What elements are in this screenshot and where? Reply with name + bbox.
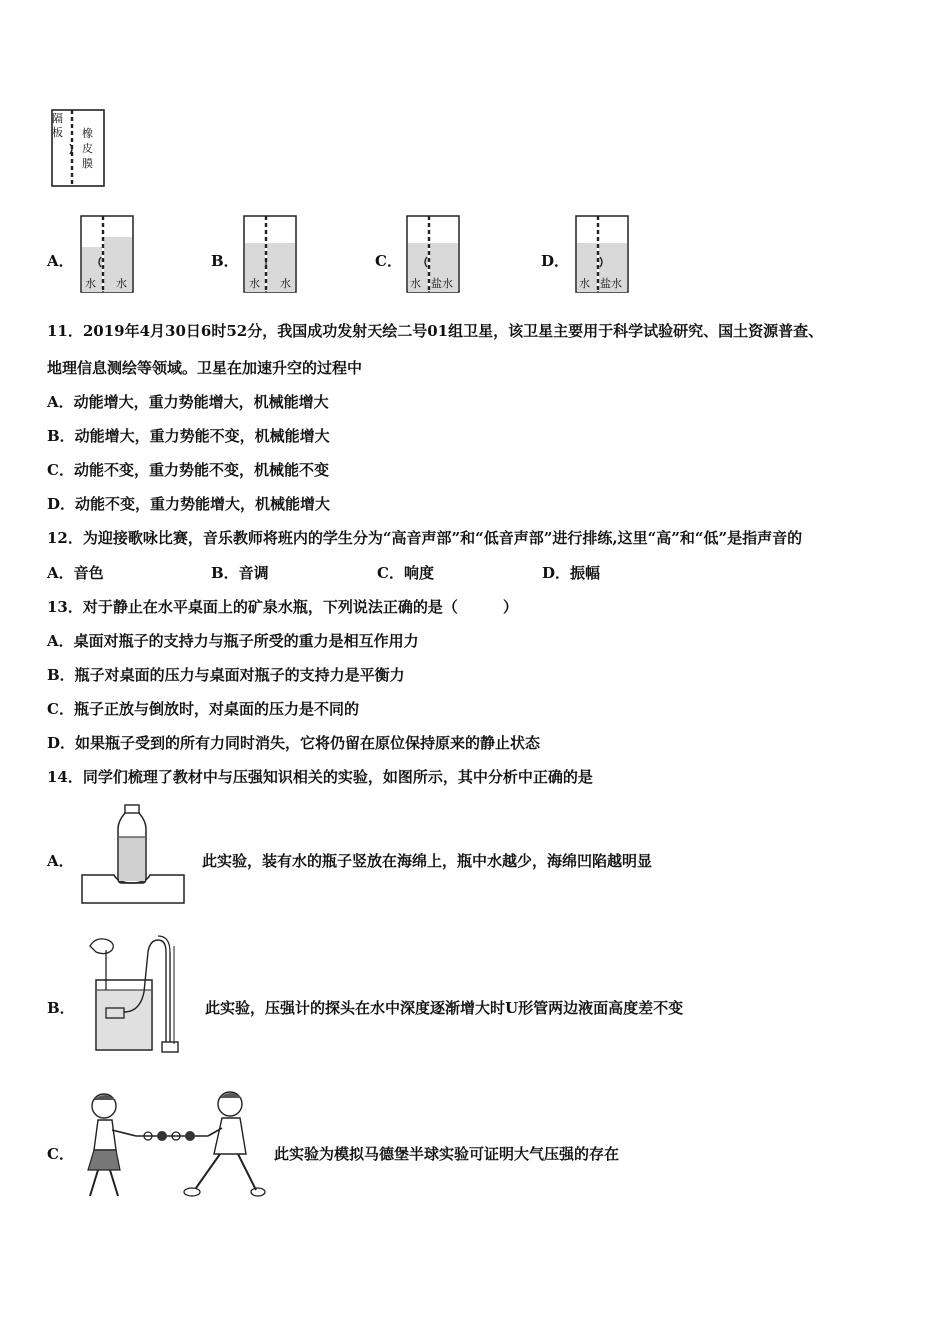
q10-a-right-liquid: 水 [116,277,127,290]
q12-option-a[interactable]: A．音色 [47,564,104,582]
q11-option-d[interactable]: D．动能不变，重力势能增大，机械能增大 [47,495,331,513]
q12-option-b[interactable]: B．音调 [211,564,269,582]
q10-c-right-liquid: 盐水 [431,277,453,290]
q10-d-left-liquid: 水 [579,277,590,290]
q14-option-b-text[interactable]: 此实验，压强计的探头在水中深度逐渐增大时U形管两边液面高度差不变 [205,999,684,1017]
q13-option-a[interactable]: A．桌面对瓶子的支持力与瓶子所受的重力是相互作用力 [47,632,419,650]
bottle-on-sponge-figure [82,803,186,905]
q10-option-c-label[interactable]: C． [375,252,402,270]
q13-option-d[interactable]: D．如果瓶子受到的所有力同时消失，它将仍留在原位保持原来的静止状态 [47,734,541,752]
q10-b-right-liquid: 水 [280,277,291,290]
q10-option-a-label[interactable]: A． [47,252,74,270]
q13-stem: 13．对于静止在水平桌面上的矿泉水瓶，下列说法正确的是（ ） [47,598,518,616]
q10-a-left-liquid: 水 [85,277,96,290]
partition-label: 隔板 [52,112,63,139]
pressure-gauge-figure [78,932,188,1057]
q10-option-b-label[interactable]: B． [211,252,239,270]
membrane-label: 橡皮膜 [82,127,93,170]
q11-stem-line2: 地理信息测绘等领域。卫星在加速升空的过程中 [47,359,363,377]
q12-option-d[interactable]: D．振幅 [542,564,601,582]
q13-option-c[interactable]: C．瓶子正放与倒放时，对桌面的压力是不同的 [47,700,359,718]
q14-option-a-label[interactable]: A． [47,852,74,870]
q14-option-c-label[interactable]: C． [47,1145,74,1163]
q10-b-left-liquid: 水 [249,277,260,290]
magdeburg-hemispheres-figure [80,1088,265,1206]
q12-stem: 12．为迎接歌咏比赛，音乐教师将班内的学生分为“高音声部”和“低音声部”进行排练,这里“高”和“低”是指声音的 [47,529,803,547]
q10-option-d-label[interactable]: D． [541,252,570,270]
q12-option-c[interactable]: C．响度 [377,564,434,582]
q11-stem-line1: 11．2019年4月30日6时52分，我国成功发射天绘二号01组卫星，该卫星主要用于科学试验研究、国土资源普查、 [47,322,824,340]
q10-c-left-liquid: 水 [410,277,421,290]
q10-d-right-liquid: 盐水 [600,277,622,290]
q11-option-b[interactable]: B．动能增大，重力势能不变，机械能增大 [47,427,330,445]
q11-option-a[interactable]: A．动能增大，重力势能增大，机械能增大 [47,393,329,411]
q13-option-b[interactable]: B．瓶子对桌面的压力与桌面对瓶子的支持力是平衡力 [47,666,405,684]
q11-option-c[interactable]: C．动能不变，重力势能不变，机械能不变 [47,461,329,479]
q14-option-a-text[interactable]: 此实验，装有水的瓶子竖放在海绵上，瓶中水越少，海绵凹陷越明显 [202,852,653,870]
q14-option-c-text[interactable]: 此实验为模拟马德堡半球实验可证明大气压强的存在 [274,1145,620,1163]
q14-stem: 14．同学们梳理了教材中与压强知识相关的实验，如图所示，其中分析中正确的是 [47,768,593,786]
q14-option-b-label[interactable]: B． [47,999,75,1017]
